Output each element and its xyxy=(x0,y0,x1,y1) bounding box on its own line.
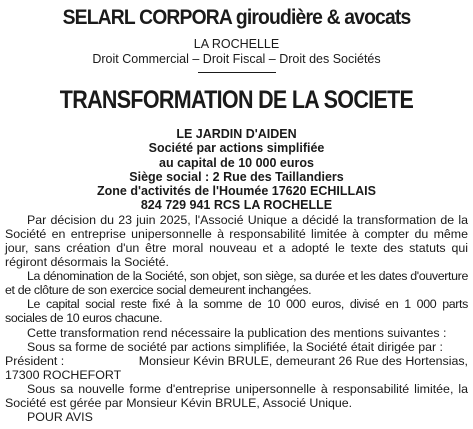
president-name-address: Monsieur Kévin BRULE, demeurant 26 Rue des Hortensias, xyxy=(138,353,468,368)
paragraph-former-management: Sous sa forme de société par actions simplifiée, la Société était dirigée par : xyxy=(27,339,443,354)
president-city: 17300 ROCHEFORT xyxy=(5,367,122,382)
closing-signature: POUR AVIS xyxy=(27,410,93,425)
law-firm-name: SELARL CORPORA giroudière & avocats xyxy=(62,6,411,29)
company-capital: au capital de 10 000 euros xyxy=(159,155,314,170)
company-rcs-number: 824 729 941 RCS LA ROCHELLE xyxy=(140,198,333,213)
header-separator xyxy=(198,72,276,73)
notice-headline: TRANSFORMATION DE LA SOCIETE xyxy=(59,86,414,114)
paragraph-share-capital: Le capital social reste fixé à la somme de 10 000 euros, divisé en 1 000 parts sociales de 10 euros chacune. xyxy=(5,297,468,326)
law-firm-specialties: Droit Commercial – Droit Fiscal – Droit des Sociétés xyxy=(92,52,381,66)
company-identity-block xyxy=(5,127,468,213)
law-firm-city: LA ROCHELLE xyxy=(193,37,280,51)
company-business-zone: Zone d'activités de l'Houmée 17620 ECHILLAIS xyxy=(97,184,376,199)
notice-body xyxy=(5,213,468,424)
paragraph-publication: Cette transformation rend nécessaire la publication des mentions suivantes : xyxy=(27,325,447,340)
company-registered-office: Siège social : 2 Rue des Taillandiers xyxy=(129,169,344,184)
paragraph-decision: Par décision du 23 juin 2025, l'Associé Unique a décidé la transformation de la Société en entreprise unipersonnelle à responsabilité limitée à compter du même jour, sans création d'un être moral nouveau et a adopté le texte des statuts qui régiront désormais la Société. xyxy=(5,212,468,270)
company-legal-form: Société par actions simplifiée xyxy=(148,141,325,156)
paragraph-unchanged-items: La dénomination de la Société, son objet, son siège, sa durée et les dates d'ouverture et de clôture de son exercice social demeurent inchangées. xyxy=(5,269,468,298)
president-role: Président : xyxy=(5,353,65,368)
company-name: LE JARDIN D'AIDEN xyxy=(176,127,297,141)
paragraph-new-management: Sous sa nouvelle forme d'entreprise unipersonnelle à responsabilité limitée, la Société est gérée par Monsieur Kévin BRULE, Associé Unique. xyxy=(5,381,468,410)
president-line xyxy=(5,354,468,368)
